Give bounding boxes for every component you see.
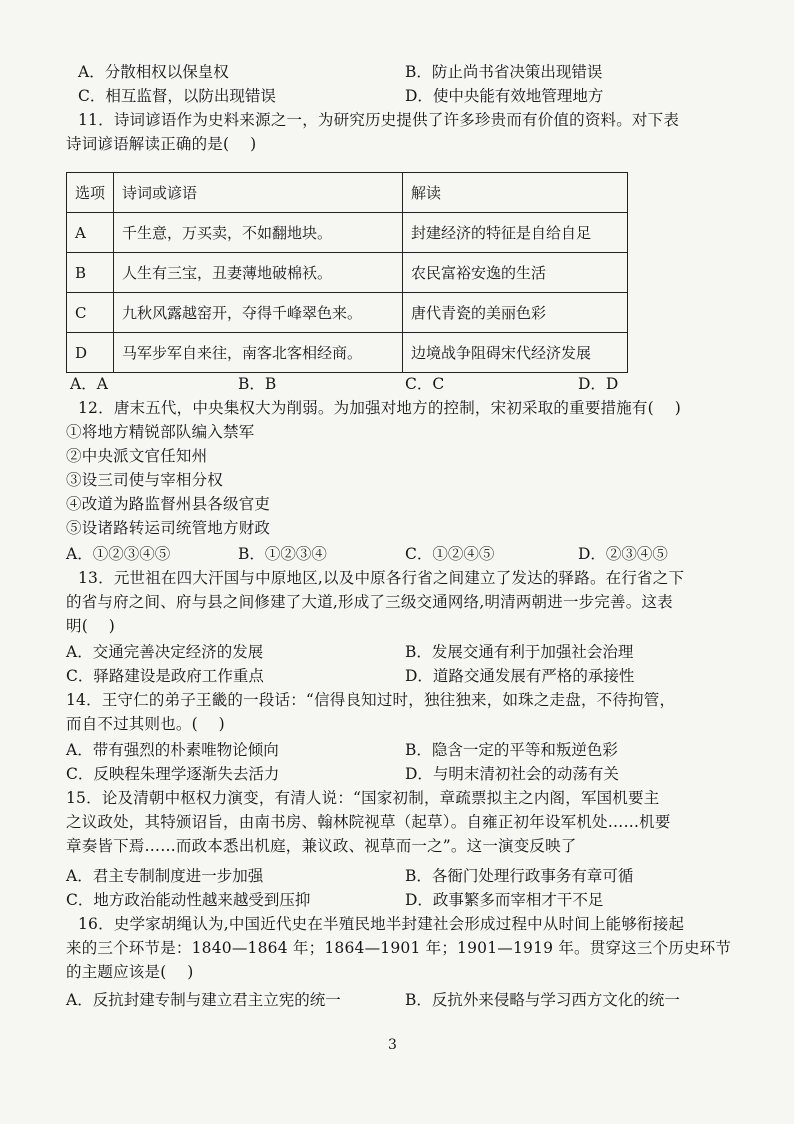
table-header-cell: 解读: [403, 173, 628, 213]
table-cell: 人生有三宝，丑妻薄地破棉袄。: [114, 253, 403, 293]
q11-option-d: D．D: [578, 375, 619, 393]
q14-option-a: A．带有强烈的朴素唯物论倾向: [66, 741, 279, 759]
table-header-cell: 选项: [67, 173, 114, 213]
q13-stem-line1: 13．元世祖在四大汗国与中原地区,以及中原各行省之间建立了发达的驿路。在行省之下: [78, 569, 685, 587]
q16-stem-line2: 来的三个环节是：1840—1864 年；1864—1901 年；1901—1919 年。贯穿这三个历史环节: [66, 939, 732, 957]
q11-option-c: C．C: [405, 375, 445, 393]
table-header-cell: 诗词或谚语: [114, 173, 403, 213]
q12-item-4: ④改道为路监督州县各级官吏: [66, 495, 271, 513]
q12-option-d: D．②③④⑤: [578, 545, 668, 563]
q10-option-c: C．相互监督，以防出现错误: [78, 87, 276, 105]
q11-option-b: B．B: [238, 375, 277, 393]
q12-item-1: ①将地方精锐部队编入禁军: [66, 423, 255, 441]
q10-option-b: B．防止尚书省决策出现错误: [405, 63, 603, 81]
table-cell: 农民富裕安逸的生活: [403, 253, 628, 293]
q16-option-b: B．反抗外来侵略与学习西方文化的统一: [405, 991, 680, 1009]
q15-option-a: A．君主专制制度进一步加强: [66, 867, 264, 885]
q14-stem-line2: 而自不过其则也。( ): [66, 715, 225, 733]
q15-option-c: C．地方政治能动性越来越受到压抑: [66, 891, 311, 909]
q15-stem-line2: 之议政处，其特颁诏旨，由南书房、翰林院视草（起草）。自雍正初年设军机处……机要: [66, 813, 671, 831]
q12-item-3: ③设三司使与宰相分权: [66, 471, 224, 489]
q15-stem-line3: 章奏皆下焉……而政本悉出机庭，兼议政、视草而一之”。这一演变反映了: [66, 837, 577, 855]
q14-option-b: B．隐含一定的平等和叛逆色彩: [405, 741, 618, 759]
q12-option-a: A．①②③④⑤: [66, 545, 171, 563]
q15-stem-line1: 15．论及清朝中枢权力演变，有清人说：“国家初制，章疏票拟主之内阁，军国机要主: [66, 789, 660, 807]
q13-option-a: A．交通完善决定经济的发展: [66, 643, 264, 661]
page-number: 3: [388, 1037, 397, 1053]
table-cell: C: [67, 293, 114, 333]
q16-option-a: A．反抗封建专制与建立君主立宪的统一: [66, 991, 341, 1009]
q13-option-d: D．道路交通发展有严格的承接性: [405, 667, 635, 685]
table-row: [67, 213, 628, 253]
q13-stem-line3: 明( ): [66, 617, 116, 635]
q11-stem-line2: 诗词谚语解读正确的是( ): [66, 135, 257, 153]
table-row: [67, 293, 628, 333]
q10-option-a: A．分散相权以保皇权: [78, 63, 229, 81]
q16-stem-line3: 的主题应该是( ): [66, 963, 194, 981]
table-cell: 马军步军自来往，南客北客相经商。: [114, 333, 403, 373]
q14-stem-line1: 14．王守仁的弟子王畿的一段话：“信得良知过时，独往独来，如珠之走盘，不待拘管，: [66, 691, 676, 709]
table-cell: 封建经济的特征是自给自足: [403, 213, 628, 253]
q10-option-d: D．使中央能有效地管理地方: [405, 87, 604, 105]
table-row: [67, 333, 628, 373]
table-cell: A: [67, 213, 114, 253]
q15-option-b: B．各衙门处理行政事务有章可循: [405, 867, 634, 885]
q12-item-2: ②中央派文官任知州: [66, 447, 208, 465]
q16-stem-line1: 16．史学家胡绳认为,中国近代史在半殖民地半封建社会形成过程中从时间上能够衔接起: [78, 915, 685, 933]
table-cell: 边境战争阻碍宋代经济发展: [403, 333, 628, 373]
table-cell: B: [67, 253, 114, 293]
q12-stem: 12．唐末五代，中央集权大为削弱。为加强对地方的控制，宋初采取的重要措施有( ): [78, 399, 681, 417]
table-cell: D: [67, 333, 114, 373]
q11-option-a: A．A: [70, 375, 108, 393]
q13-stem-line2: 的省与府之间、府与县之间修建了大道,形成了三级交通网络,明清两朝进一步完善。这表: [66, 593, 673, 611]
q12-option-b: B．①②③④: [238, 545, 327, 563]
table-row: [67, 253, 628, 293]
q12-option-c: C．①②④⑤: [405, 545, 495, 563]
q13-option-b: B．发展交通有利于加强社会治理: [405, 643, 634, 661]
table-header-row: [67, 173, 628, 213]
table-cell: 九秋风露越窑开，夺得千峰翠色来。: [114, 293, 403, 333]
q11-stem-line1: 11．诗词谚语作为史料来源之一，为研究历史提供了许多珍贵而有价值的资料。对下表: [78, 111, 680, 129]
q13-option-c: C．驿路建设是政府工作重点: [66, 667, 264, 685]
q12-item-5: ⑤设诸路转运司统管地方财政: [66, 519, 271, 537]
poem-table: [66, 172, 628, 373]
q14-option-d: D．与明末清初社会的动荡有关: [405, 765, 619, 783]
table-cell: 唐代青瓷的美丽色彩: [403, 293, 628, 333]
q15-option-d: D．政事繁多而宰相才干不足: [405, 891, 604, 909]
q14-option-c: C．反映程朱理学逐渐失去活力: [66, 765, 280, 783]
table-cell: 千生意，万买卖，不如翻地块。: [114, 213, 403, 253]
